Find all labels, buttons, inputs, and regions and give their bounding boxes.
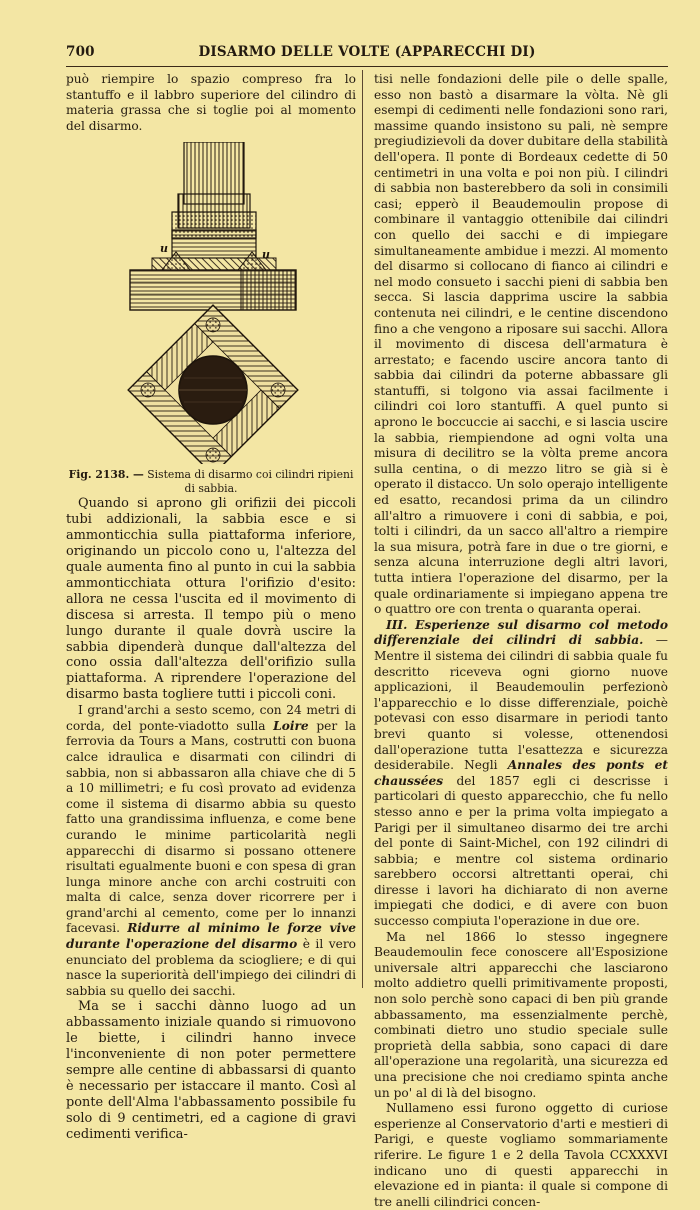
left-p3-emphasis: Ridurre al minimo le forze vive durante l'operazione del disarmo	[66, 921, 356, 952]
running-header	[66, 44, 668, 64]
left-paragraph-3	[66, 703, 356, 999]
right-p2-text-b: del 1857 egli ci descrisse i particolari di questo apparecchio, che fu nello stesso anno e per la prima volta impiegato a Parigi per il simultaneo disarmo dei tre archi del ponte di Saint-Michel, con 192 cilindri di sabbia; e mentre col sistema ordinario sarebbero occorsi altrettanti operai, chi diresse i lavori ha dichiarato di non averne impiegati che dodici, e di avere con buon successo compiuta l'operazione in due ore.	[374, 773, 668, 929]
right-paragraph-4: Nullameno essi furono oggetto di curiose esperienze al Conservatorio d'arti e mestieri di Parigi, e queste vogliamo sommariamente riferire. Le figure 1 e 2 della Tavola CCXXXVI indicano uno di questi apparecchi in elevazione ed in pianta: il quale si compone di tre anelli cilindrici concen-	[374, 1101, 668, 1209]
right-paragraph-3: Ma nel 1866 lo stesso ingegnere Beaudemoulin fece conoscere all'Esposizione universale altri apparecchi che lasciarono molto addietro quelli primitivamente proposti, non solo perchè sono capaci di ben più grande abbassamento, ma essenzialmente perchè, combinati dietro uno studio speciale sulle proprietà della sabbia, sono capaci di dare all'operazione una regolarità, una sicurezza ed una precisione che noi crediamo spinta anche un po' al di là del bisogno.	[374, 929, 668, 1100]
figure-sand-cylinder	[66, 142, 356, 464]
left-paragraph-4: Ma se i sacchi dànno luogo ad un abbassamento iniziale quando si rimuovono le biette, i cilindri hanno invece l'inconveniente di non poter permettere sempre alle centine di abbassarsi di quanto è necessario per istaccare il manto. Così al ponte dell'Alma l'abbassamento possibile fu solo di 9 centimetri, ed a cagione di gravi cedimenti verifica-	[66, 999, 356, 1142]
elevation-view	[130, 142, 296, 310]
running-title: DISARMO DELLE VOLTE (APPARECCHI DI)	[198, 44, 536, 60]
left-paragraph-2: Quando si aprono gli orifizii dei piccoli tubi addizionali, la sabbia esce e si ammonticchia sulla piattaforma inferiore, originando un piccolo cono u, l'altezza del quale aumenta fino al punto in cui la sabbia ammonticchiata ottura l'orifizio d'esito: allora ne cessa l'uscita ed il movimento di discesa si arresta. Il tempo più o meno lungo durante il quale dovrà uscire la sabbia dipenderà dunque dall'altezza del cono ossia dall'altezza dell'orifizio sulla piattaforma. A riprendere l'operazione del disarmo basta togliere tutti i piccoli coni.	[66, 496, 356, 703]
figure-caption-label: Fig. 2138. —	[68, 468, 144, 482]
figure-caption-text: Sistema di disarmo coi cilindri ripieni di sabbia.	[147, 468, 354, 496]
header-rule	[66, 66, 668, 67]
right-paragraph-2	[374, 618, 668, 930]
left-p3-text-a: I grand'archi a sesto scemo, con 24 metri di corda, del ponte-viadotto sulla	[66, 703, 356, 733]
right-paragraph-1: tisi nelle fondazioni delle pile o delle spalle, esso non bastò a disarmare la vòlta. Nè gli esempi di cedimenti nelle fondazioni sono rari, massime quando insistono su pali, nè sempre pregiudizievoli da dover dubitare della stabilità dell'opera. Il ponte di Bordeaux cedette di 50 centimetri in una volta e poi non più. I cilindri di sabbia non basterebbero da soli in consimili casi; epperò il Beaudemoulin propose di combinare il vantaggio ottenibile dai cilindri con quello dei sacchi e di impiegare simultaneamente ambidue i mezzi. Al momento del disarmo si collocano di fianco ai cilindri e nel modo consueto i sacchi pieni di sabbia ben secca. Si lascia dapprima uscire la sabbia contenuta nei cilindri, e le centine discendono fino a che vengono a riposare sui sacchi. Allora il movimento di discesa dell'armatura è arrestato; e facendo uscire ancora tanto di sabbia dai cilindri da poterne abbassare gli stantuffi, si tolgono via assai facilmente i cilindri coi loro stantuffi. A quel punto si aprono le boccuccie ai sacchi, e si lascia uscire la sabbia, riempiendone ad ogni volta una misura di decilitro se la vòlta preme ancora sulla centina, o di mezzo litro se già si è operato il distacco. Un solo operajo intelligente ed esatto, recandosi prima da un cilindro all'altro a rimuovere i coni di sabbia, e poi, tolti i cilindri, da un sacco all'altro a riempire la sua misura, potrà fare in due o tre giorni, e senza alcuna interruzione degli altri lavori, tutta intiera l'operazione del disarmo, per la quale ordinariamente si impiegano appena tre o quattro ore con trenta o quaranta operai.	[374, 72, 668, 617]
figure-label-u-right: u	[262, 248, 270, 262]
section-heading-iii: III. Esperienze sul disarmo col metodo differenziale dei cilindri di sabbia.	[374, 617, 668, 648]
sand-cylinder-illustration	[66, 142, 356, 464]
figure-caption	[66, 468, 356, 496]
right-p2-text-a: — Mentre il sistema dei cilindri di sabbia quale fu descritto riceveva ogni giorno nuove applicazioni, il Beaudemoulin perfezionò l'apparecchio e lo disse differenziale, poichè potevasi con esso disarmare in periodi tanto brevi quanto si volesse, ottenendosi dall'operazione tutta l'esattezza e sicurezza desiderabile. Negli	[374, 633, 668, 773]
left-paragraph-1: può riempire lo spazio compreso fra lo stantuffo e il labbro superiore del cilindro di materia grassa che si toglie poi al momento del disarmo.	[66, 72, 356, 133]
left-p3-text-c: è il vero enunciato del problema da sciogliere; e di qui nasce la superiorità dell'impiego dei cilindri di sabbia su quello dei sacchi.	[66, 937, 356, 998]
right-column	[374, 72, 668, 1210]
left-column	[66, 72, 356, 1143]
column-divider	[362, 70, 363, 988]
left-p3-loire: Loire	[273, 718, 309, 733]
page-number: 700	[66, 44, 95, 60]
left-p3-text-b: per la ferrovia da Tours a Mans, costrutti con buona calce idraulica e disarmati con cilindri di sabbia, non si abbassaron alla chiave che di 5 a 10 millimetri; e fu così provato ad evidenza come il sistema di disarmo abbia su questo fatto una grandissima influenza, e come bene curando le minime particolarità negli apparecchi di disarmo si possano ottenere risultati egualmente buoni e con spesa di gran lunga minore anche con archi costruiti con malta di calce, senza dover ricorrere per i grand'archi al cemento, come per lo innanzi facevasi.	[66, 718, 356, 936]
figure-label-u-left: u	[160, 242, 168, 256]
right-p2-annales: Annales des ponts et chaussées	[374, 758, 669, 788]
